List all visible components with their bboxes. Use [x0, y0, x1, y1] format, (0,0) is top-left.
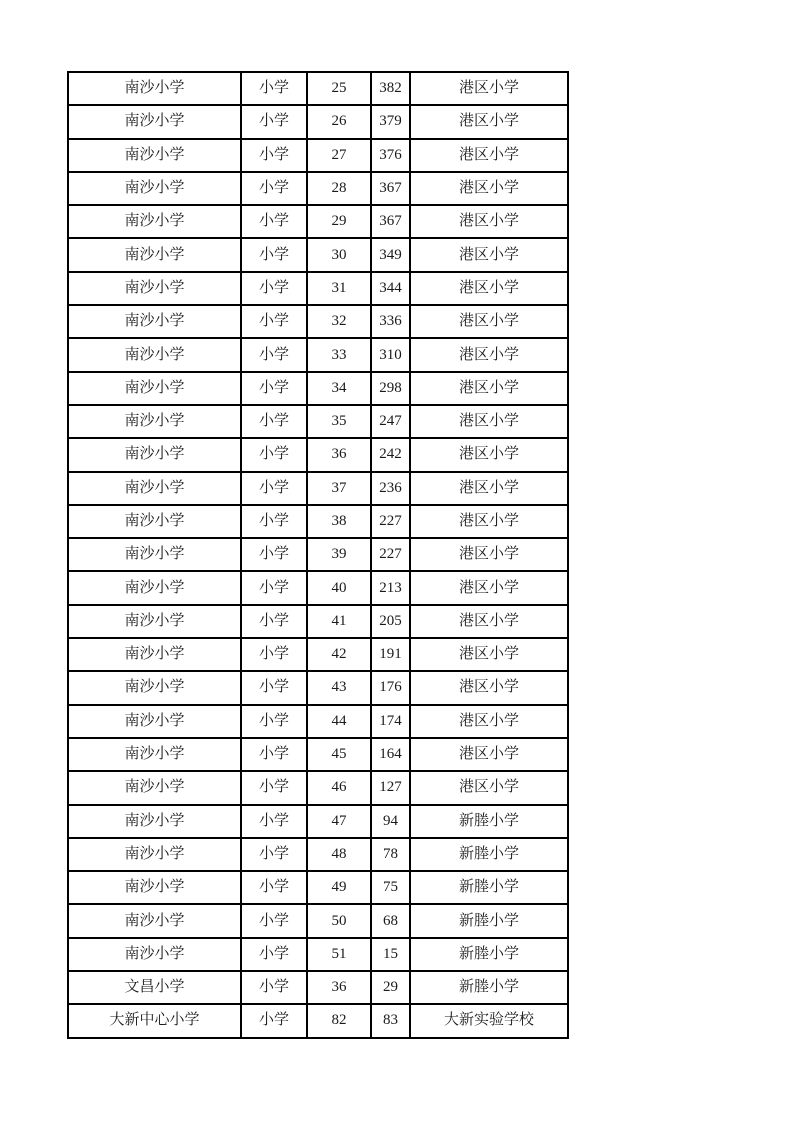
table-cell: 小学 — [241, 405, 307, 438]
table-row — [68, 904, 568, 937]
table-cell: 小学 — [241, 472, 307, 505]
table-cell: 小学 — [241, 372, 307, 405]
table-row — [68, 605, 568, 638]
table-cell: 小学 — [241, 72, 307, 105]
table-cell: 小学 — [241, 705, 307, 738]
table-cell: 15 — [371, 938, 410, 971]
table-cell: 298 — [371, 372, 410, 405]
table-cell: 36 — [307, 971, 371, 1004]
table-cell: 51 — [307, 938, 371, 971]
table-cell: 191 — [371, 638, 410, 671]
table-cell: 小学 — [241, 338, 307, 371]
table-cell: 68 — [371, 904, 410, 937]
table-cell: 港区小学 — [410, 605, 568, 638]
table-cell: 南沙小学 — [68, 871, 241, 904]
table-cell: 小学 — [241, 538, 307, 571]
table-row — [68, 871, 568, 904]
table-cell: 港区小学 — [410, 72, 568, 105]
table-cell: 南沙小学 — [68, 338, 241, 371]
table-cell: 382 — [371, 72, 410, 105]
table-cell: 367 — [371, 172, 410, 205]
table-cell: 227 — [371, 538, 410, 571]
table-row — [68, 438, 568, 471]
table-cell: 83 — [371, 1004, 410, 1037]
table-row — [68, 838, 568, 871]
table-cell: 南沙小学 — [68, 805, 241, 838]
table-row — [68, 105, 568, 138]
table-cell: 44 — [307, 705, 371, 738]
table-row — [68, 971, 568, 1004]
table-row — [68, 272, 568, 305]
table-cell: 南沙小学 — [68, 904, 241, 937]
table-cell: 48 — [307, 838, 371, 871]
table-cell: 港区小学 — [410, 771, 568, 804]
table-cell: 港区小学 — [410, 538, 568, 571]
table-cell: 大新中心小学 — [68, 1004, 241, 1037]
table-cell: 39 — [307, 538, 371, 571]
table-cell: 小学 — [241, 605, 307, 638]
table-cell: 小学 — [241, 438, 307, 471]
table-cell: 港区小学 — [410, 139, 568, 172]
table-cell: 小学 — [241, 871, 307, 904]
table-cell: 港区小学 — [410, 571, 568, 604]
table-cell: 小学 — [241, 771, 307, 804]
table-cell: 小学 — [241, 172, 307, 205]
table-cell: 41 — [307, 605, 371, 638]
table-cell: 42 — [307, 638, 371, 671]
table-cell: 94 — [371, 805, 410, 838]
table-cell: 236 — [371, 472, 410, 505]
table-cell: 36 — [307, 438, 371, 471]
table-cell: 小学 — [241, 738, 307, 771]
table-cell: 小学 — [241, 638, 307, 671]
table-cell: 45 — [307, 738, 371, 771]
table-cell: 49 — [307, 871, 371, 904]
table-cell: 小学 — [241, 105, 307, 138]
table-cell: 29 — [307, 205, 371, 238]
table-cell: 27 — [307, 139, 371, 172]
table-cell: 小学 — [241, 938, 307, 971]
table-cell: 174 — [371, 705, 410, 738]
table-cell: 南沙小学 — [68, 205, 241, 238]
table-cell: 南沙小学 — [68, 372, 241, 405]
table-cell: 南沙小学 — [68, 272, 241, 305]
table-cell: 南沙小学 — [68, 705, 241, 738]
table-cell: 南沙小学 — [68, 938, 241, 971]
table-row — [68, 505, 568, 538]
table-cell: 38 — [307, 505, 371, 538]
table-cell: 南沙小学 — [68, 238, 241, 271]
table-cell: 35 — [307, 405, 371, 438]
table-cell: 港区小学 — [410, 105, 568, 138]
table-cell: 南沙小学 — [68, 838, 241, 871]
table-cell: 31 — [307, 272, 371, 305]
table-cell: 78 — [371, 838, 410, 871]
table-cell: 376 — [371, 139, 410, 172]
table-cell: 344 — [371, 272, 410, 305]
table-cell: 新塍小学 — [410, 871, 568, 904]
table-cell: 40 — [307, 571, 371, 604]
table-cell: 46 — [307, 771, 371, 804]
table-cell: 小学 — [241, 838, 307, 871]
table-cell: 港区小学 — [410, 438, 568, 471]
table-cell: 南沙小学 — [68, 405, 241, 438]
table-cell: 小学 — [241, 272, 307, 305]
table-cell: 新塍小学 — [410, 805, 568, 838]
table-cell: 25 — [307, 72, 371, 105]
table-cell: 南沙小学 — [68, 771, 241, 804]
table-cell: 47 — [307, 805, 371, 838]
table-cell: 37 — [307, 472, 371, 505]
table-cell: 349 — [371, 238, 410, 271]
table-cell: 379 — [371, 105, 410, 138]
table-cell: 南沙小学 — [68, 738, 241, 771]
table-row — [68, 538, 568, 571]
table-cell: 小学 — [241, 971, 307, 1004]
table-cell: 新塍小学 — [410, 938, 568, 971]
table-cell: 367 — [371, 205, 410, 238]
table-row — [68, 638, 568, 671]
table-cell: 小学 — [241, 205, 307, 238]
table-cell: 34 — [307, 372, 371, 405]
table-cell: 南沙小学 — [68, 472, 241, 505]
table-cell: 213 — [371, 571, 410, 604]
table-cell: 小学 — [241, 139, 307, 172]
table-cell: 港区小学 — [410, 472, 568, 505]
table-cell: 新塍小学 — [410, 971, 568, 1004]
table-cell: 29 — [371, 971, 410, 1004]
table-row — [68, 571, 568, 604]
table-row — [68, 139, 568, 172]
table-cell: 港区小学 — [410, 705, 568, 738]
table-body — [68, 72, 568, 1038]
table-cell: 小学 — [241, 238, 307, 271]
table-cell: 82 — [307, 1004, 371, 1037]
table-cell: 港区小学 — [410, 338, 568, 371]
table-row — [68, 72, 568, 105]
table-cell: 43 — [307, 671, 371, 704]
table-row — [68, 472, 568, 505]
table-cell: 南沙小学 — [68, 638, 241, 671]
table-cell: 港区小学 — [410, 671, 568, 704]
table-cell: 336 — [371, 305, 410, 338]
table-row — [68, 1004, 568, 1037]
table-cell: 小学 — [241, 671, 307, 704]
table-cell: 港区小学 — [410, 272, 568, 305]
table-cell: 南沙小学 — [68, 72, 241, 105]
table-cell: 港区小学 — [410, 238, 568, 271]
table-cell: 南沙小学 — [68, 139, 241, 172]
table-cell: 310 — [371, 338, 410, 371]
table-row — [68, 405, 568, 438]
table-row — [68, 771, 568, 804]
table-cell: 港区小学 — [410, 205, 568, 238]
table-row — [68, 238, 568, 271]
table-row — [68, 305, 568, 338]
table-cell: 小学 — [241, 805, 307, 838]
table-cell: 30 — [307, 238, 371, 271]
table-cell: 港区小学 — [410, 305, 568, 338]
table-row — [68, 205, 568, 238]
table-cell: 205 — [371, 605, 410, 638]
table-cell: 南沙小学 — [68, 172, 241, 205]
table-cell: 33 — [307, 338, 371, 371]
table-cell: 港区小学 — [410, 738, 568, 771]
table-cell: 164 — [371, 738, 410, 771]
table-cell: 南沙小学 — [68, 305, 241, 338]
table-cell: 227 — [371, 505, 410, 538]
table-cell: 南沙小学 — [68, 105, 241, 138]
table-cell: 南沙小学 — [68, 571, 241, 604]
table-row — [68, 705, 568, 738]
table-cell: 新塍小学 — [410, 838, 568, 871]
table-cell: 南沙小学 — [68, 505, 241, 538]
table-cell: 32 — [307, 305, 371, 338]
table-cell: 文昌小学 — [68, 971, 241, 1004]
table-row — [68, 338, 568, 371]
table-row — [68, 738, 568, 771]
table-cell: 港区小学 — [410, 638, 568, 671]
school-table — [67, 71, 569, 1039]
table-cell: 南沙小学 — [68, 538, 241, 571]
table-cell: 小学 — [241, 305, 307, 338]
table-cell: 南沙小学 — [68, 438, 241, 471]
table-cell: 新塍小学 — [410, 904, 568, 937]
table-cell: 127 — [371, 771, 410, 804]
table-cell: 小学 — [241, 571, 307, 604]
table-cell: 75 — [371, 871, 410, 904]
table-cell: 港区小学 — [410, 405, 568, 438]
table-cell: 港区小学 — [410, 505, 568, 538]
table-cell: 176 — [371, 671, 410, 704]
table-row — [68, 805, 568, 838]
table-cell: 南沙小学 — [68, 605, 241, 638]
table-row — [68, 671, 568, 704]
table-cell: 242 — [371, 438, 410, 471]
table-row — [68, 172, 568, 205]
table-row — [68, 372, 568, 405]
table-cell: 小学 — [241, 904, 307, 937]
table-cell: 港区小学 — [410, 172, 568, 205]
table-cell: 28 — [307, 172, 371, 205]
table-cell: 大新实验学校 — [410, 1004, 568, 1037]
table-cell: 247 — [371, 405, 410, 438]
table-cell: 港区小学 — [410, 372, 568, 405]
table-cell: 南沙小学 — [68, 671, 241, 704]
table-cell: 小学 — [241, 1004, 307, 1037]
table-cell: 26 — [307, 105, 371, 138]
table-cell: 50 — [307, 904, 371, 937]
table-cell: 小学 — [241, 505, 307, 538]
table-row — [68, 938, 568, 971]
